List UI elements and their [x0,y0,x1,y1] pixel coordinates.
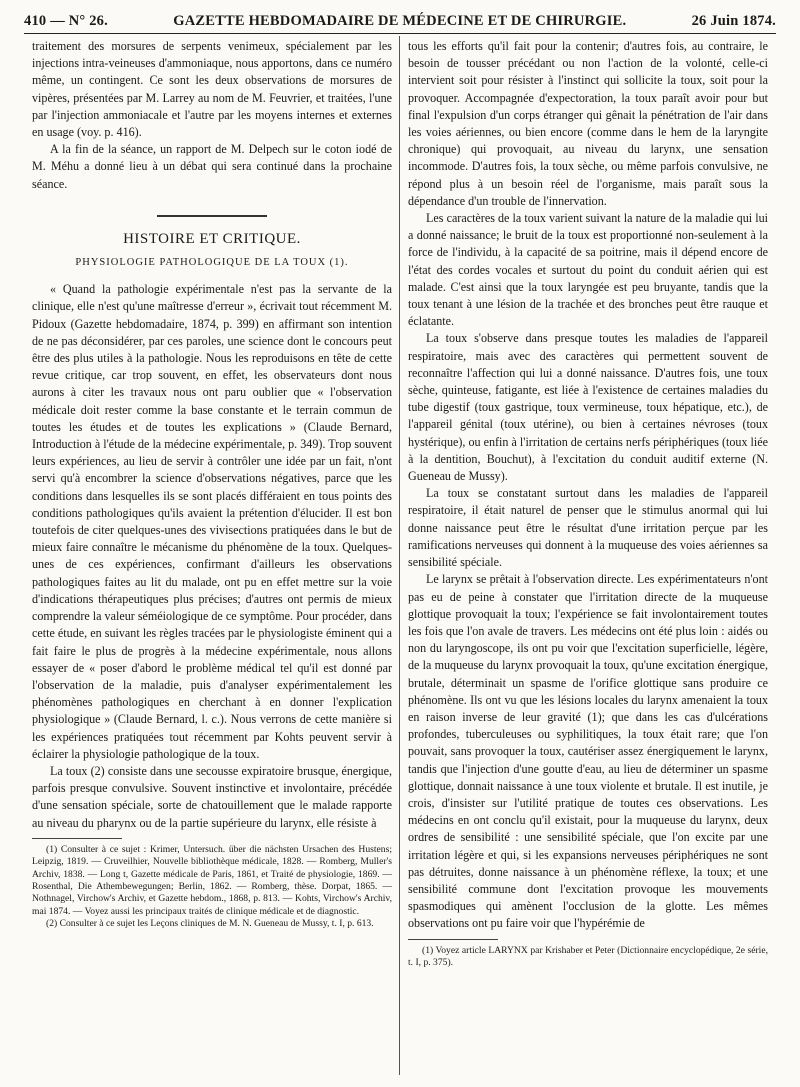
intro-paragraph: traitement des morsures de serpents venimeux, spécialement par les injections intra-veineuses d'ammoniaque, nous apportons, dans ce numéro même, un contingent. Ce sont les deux observations de morsures de vipères, présentées par M. Larrey au nom de M. Feuvrier, et traitées, l'une par l'injection ammoniacale et l'autre par les moyens internes et externes en usage (voy. p. 416). [32,39,392,140]
header-rule [24,33,776,34]
body-paragraph: Le larynx se prêtait à l'observation directe. Les expérimentateurs n'ont pas eu de peine à constater que l'irritation directe de la muqueuse glottique provoquait la toux; l'expérience se fait involontairement toutes les fois que l'on avale de travers. Les médecins ont été plus loin : aidés ou non du laryngoscope, ils ont pu voir que l'excitation superficielle, légère, de la muqueuse du larynx provoquait la toux, qu'une excitation énergique, brutale, déterminait un spasme de l'orifice glottique sans produire ce phénomène. Ils ont vu que les lésions locales du larynx amenaient la toux en raison inverse de leur gravité (1); que dans les cas d'ulcérations profondes, tuberculeuses ou syphilitiques, la toux était rare; que l'on pouvait, sans provoquer la toux, cautériser assez énergiquement le larynx, tandis que l'injection d'une goutte d'eau, au lieu de déterminer un spasme glottique, donnait naissance à une toux violente et brutale. Il est inutile, je crois, d'insister sur l'utilité pratique de toutes ces observations. Les médecins en ont conclu qu'il existait, pour la muqueuse du larynx, deux ordres de sensibilité : une sensibilité spéciale, que l'on excite par une irritation légère et qui, si les expansions nerveuses périphériques ne sont pas détruites, donne naissance à un phénomène réflexe, la toux; et une sensibilité commune dont l'excitation provoque les mouvements spasmodiques qui amènent l'occlusion de la glotte. Les mêmes observations ont pu faire voir que l'hypérémie de [408,572,768,931]
footnote: (2) Consulter à ce sujet les Leçons cliniques de M. N. Gueneau de Mussy, t. I, p. 613. [46,918,374,930]
body-paragraph: La toux s'observe dans presque toutes les maladies de l'appareil respiratoire, mais avec des caractères qui permettent souvent de reconnaître l'affection qui lui a donné naissance. D'autres fois, une toux sèche, quinteuse, fatigante, est liée à l'existence de certaines maladies du tube digestif (toux gastrique, toux vermineuse, toux hépatique, etc.), de l'appareil génital (toux utérine), ou bien à certaines névroses (toux hystérique), ou enfin à l'irritation de certains nerfs périphériques (toux liée à la dentition, Bouchut), à l'excitation du conduit auditif externe (N. Gueneau de Mussy). [408,331,768,484]
body-paragraph: Les caractères de la toux varient suivant la nature de la maladie qui lui a donné naissance; le bruit de la toux est proportionné non-seulement à la force de l'individu, à la capacité de sa poitrine, mais il dépend encore de l'état des cordes vocales et surtout du point du conduit aérien qui est malade. C'est ainsi que la toux laryngée est peu bruyante, tandis que la toux tenant à une lésion de la trachée et des bronches peut être rauque et éclatante. [408,211,768,329]
footnote-rule [32,838,122,839]
column-divider [399,36,400,1075]
issue-date: 26 Juin 1874. [691,13,776,29]
intro-paragraph: A la fin de la séance, un rapport de M. Delpech sur le coton iodé de M. Méhu a donné lieu à un débat qui sera continué dans la prochaine séance. [32,142,392,191]
header-page-info [24,13,108,30]
right-column [408,38,768,969]
section-subtitle: PHYSIOLOGIE PATHOLOGIQUE DE LA TOUX (1). [75,257,349,269]
footnote: (1) Consulter à ce sujet : Krimer, Untersuch. über die nächsten Ursachen des Hustens; Leipzig, 1819. — Cruveilhier, Nouvelle bibliothèque médicale, 1828. — Romberg, Muller's Archiv, 1838. — Long t, Gazette médicale de Paris, 1861, et Traité de physiologie, 1869. — Rosenthal, Die Athembewegungen; Berlin, 1862. — Romberg, thèse. Dorpat, 1865. — Nothnagel, Virchow's Archiv, et Gazette hebdom., 1868, p. 813. — Kohts, Virchow's Archiv, mai 1874. — Voyez aussi les principaux traités de clinique médicale et de diagnostic. [32,843,392,917]
footnote-rule [408,939,498,940]
page-number: 410 [24,13,47,29]
body-paragraph: tous les efforts qu'il fait pour la contenir; d'autres fois, au contraire, le besoin de tousser précédant ou non l'action de la volonté, celle-ci intervient soit pour résister à l'instinct qui sollicite la toux, soit pour la provoquer. Accompagnée d'expectoration, la toux paraît avoir pour but final l'expulsion d'un corps étranger qui gênait la pénétration de l'air dans les voies aériennes, ou bien encore (comme dans le hem de la laryngite chronique) qui provoquait, au niveau du larynx, une sensation incommode. D'autres fois, la toux sèche, ou même parfois convulsive, ne répond plus à un besoin réel de l'organisme, mais paraît sous la dépendance d'un trouble de l'innervation. [408,39,768,208]
issue-number: — N° 26. [50,13,108,29]
section-title: HISTOIRE ET CRITIQUE. [123,230,301,247]
body-paragraph: La toux se constatant surtout dans les maladies de l'appareil respiratoire, il était naturel de penser que le stimulus anormal qui lui donne naissance peut être le résultat d'une irritation perçue par les ramifications nerveuses qui donnent à la muqueuse des voies aériennes sa sensibilité spéciale. [408,486,768,570]
body-paragraph: La toux (2) consiste dans une secousse expiratoire brusque, énergique, parfois presque convulsive. Souvent instinctive et involontaire, précédée d'une sensation spéciale, sorte de chatouillement que le malade rapporte au niveau du pharynx ou de la partie supérieure du larynx, elle résiste à [32,763,392,830]
page-header [24,4,776,30]
section-separator [157,215,267,217]
journal-title: GAZETTE HEBDOMADAIRE DE MÉDECINE ET DE CHIRURGIE. [173,13,627,29]
body-paragraph: « Quand la pathologie expérimentale n'est pas la servante de la clinique, elle n'est qu'une maîtresse d'erreur », écrivait tout récemment M. Pidoux (Gazette hebdomadaire, 1874, p. 399) en affirmant son intention de ne pas déconsidérer, par ces paroles, une science dont le concours peut être des plus utiles à la pathologie. Nous les reproduisons en tête de cette revue critique, car trop souvent, en effet, les observateurs dont nous aurons à citer les travaux nous ont paru oublier que « l'observation médicale doit rester comme la base constante et le terrain commun de toutes les études et de toutes les explications » (Claude Bernard, Introduction à l'étude de la médecine expérimentale, p. 349). Trop souvent leurs expériences, au lieu de servir à contrôler une idée par un fait, n'ont servi qu'à encombrer la science d'observations négatives, parce que les conditions dans lesquelles ils se sont placés différaient en tous points des conditions pathologiques qu'ils avaient la prétention d'élucider. Il est bon toutefois de citer quelques-unes des vivisections pratiquées dans le but de mieux faire connaître le mécanisme du phénomène de la toux. Quelques-unes de ces expériences, confirmant d'ailleurs les observations pathologiques faites au lit du malade, ont pu en effet mettre sur la voie d'indications thérapeutiques plus précises; d'autres ont permis de mieux comprendre la valeur séméiologique de ce symptôme. Pour procéder, dans cette étude, en suivant les règles tracées par le physiologiste éminent qui a fait faire le plus de progrès à la médecine expérimentale, nous allons essayer de « poser d'abord le problème médical tel qu'il est donné par l'observation de la maladie, puis d'analyser expérimentalement les phénomènes pathologiques en cherchant à en donner l'explication physiologique » (Claude Bernard, l. c.). Nous verrons de cette manière si les expériences pratiquées tout récemment par Kohts peuvent servir à éclairer la physiologie pathologique de la toux. [32,282,392,761]
footnote: (1) Voyez article LARYNX par Krishaber et Peter (Dictionnaire encyclopédique, 2e série, t. I, p. 375). [408,944,768,968]
left-column [32,38,392,931]
